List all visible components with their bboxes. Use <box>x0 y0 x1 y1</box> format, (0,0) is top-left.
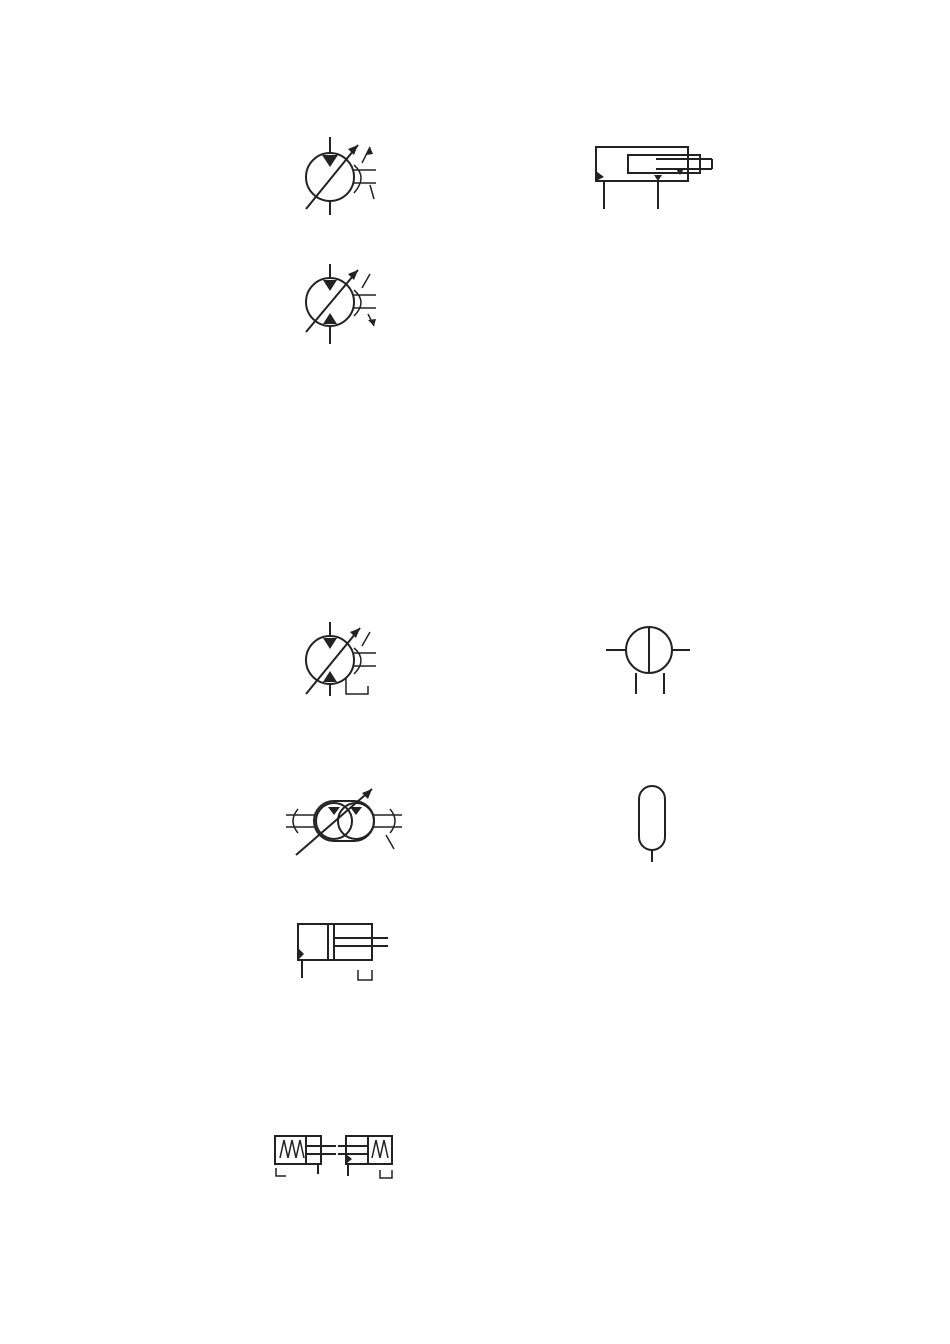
bidirectional-variable-motor-icon <box>296 262 386 347</box>
integral-transmission-icon <box>286 785 406 865</box>
unidirectional-variable-motor-icon <box>296 135 386 220</box>
accumulator-icon <box>634 782 674 864</box>
variable-pump-motor-icon <box>296 620 386 705</box>
spring-return-cylinder-icon <box>272 1132 402 1184</box>
single-rod-cylinder-icon <box>294 918 394 988</box>
booster-icon <box>606 618 691 698</box>
telescopic-cylinder-icon <box>592 143 717 215</box>
